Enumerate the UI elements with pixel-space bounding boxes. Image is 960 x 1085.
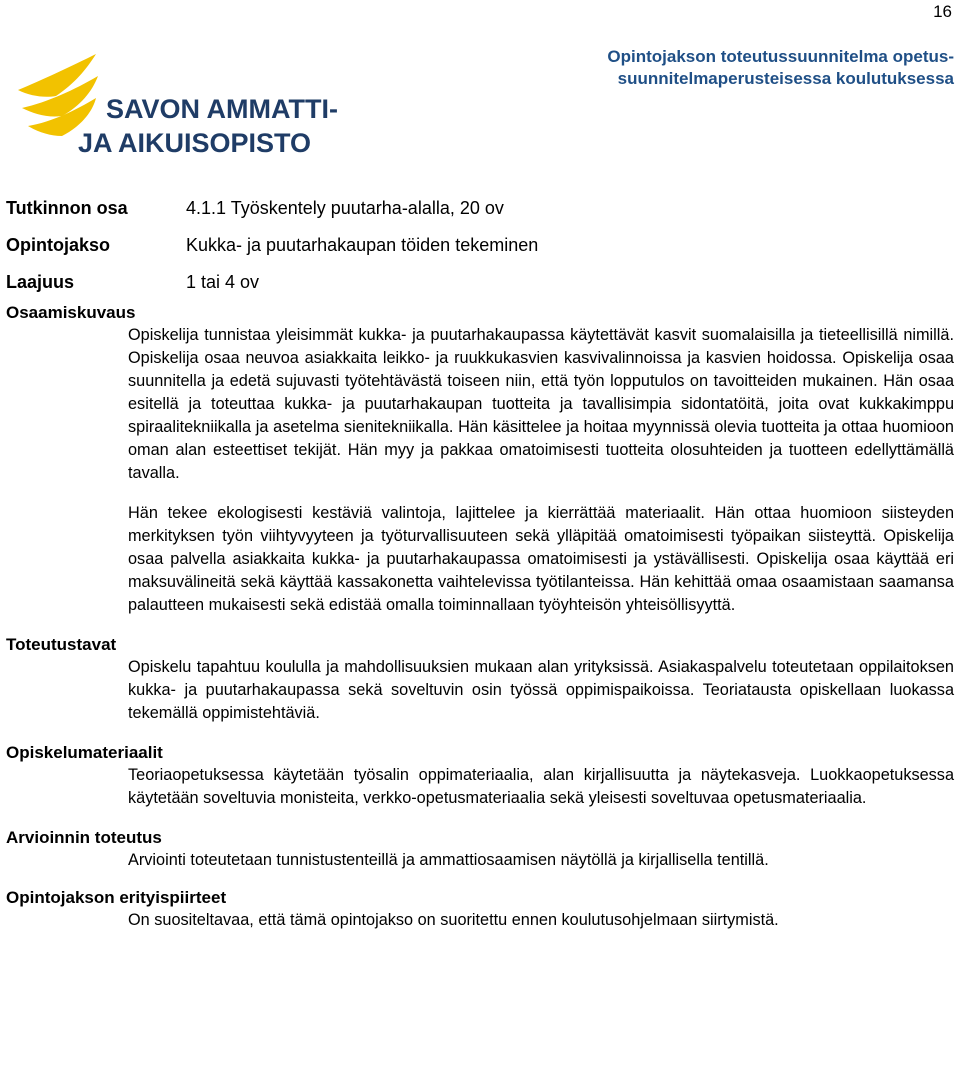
header-title-line2: suunnitelmaperusteisessa koulutuksessa (617, 69, 954, 88)
section-heading: Toteutustavat (6, 635, 117, 654)
meta-label: Opintojakso (6, 235, 111, 255)
meta-label: Tutkinnon osa (6, 198, 128, 218)
paragraph: On suositeltavaa, että tämä opintojakso on suoritettu ennen koulutusohjelmaan siirtymistä. (128, 911, 779, 929)
section-body (128, 849, 954, 872)
section-body (128, 909, 954, 932)
section-arvioinnin-toteutus (6, 827, 954, 872)
section-heading: Arvioinnin toteutus (6, 828, 162, 847)
meta-row-tutkinnon-osa (6, 190, 538, 227)
document-sections (6, 302, 954, 932)
paragraph: Hän tekee ekologisesti kestäviä valintoja, lajittelee ja kierrättää materiaalit. Hän ottaa huomioon siisteyden merkityksen työn viihtyvyyteen ja työturvallisuuteen sekä ylläpitää omatoimisesti työpaikan siisteyttä. Opiskelija osaa palvella asiakkaita kukka- ja puutarhakaupassa omatoimisesti ja ystävällisesti. Opiskelija osaa käyttää eri maksuvälineitä sekä käyttää kassakonetta vaihtelevissa työtilanteissa. Hän kehittää omaa osaamistaan saamansa palautteen mukaisesti sekä edistää omalla toiminnallaan työyhteisön yhteisöllisyyttä. (128, 504, 954, 614)
header-title-line1: Opintojakson toteutussuunnitelma opetus- (607, 47, 954, 66)
section-opiskelumateriaalit (6, 742, 954, 810)
meta-label: Laajuus (6, 272, 75, 292)
course-meta (6, 190, 538, 301)
paragraph: Opiskelija tunnistaa yleisimmät kukka- ja puutarhakaupassa käytettävät kasvit suomalaisilla ja tieteellisillä nimillä. Opiskelija osaa neuvoa asiakkaita leikko- ja ruukkukasvien kasvivalinnoissa ja kasvien hoidossa. Opiskelija osaa suunnitella ja edetä sujuvasti työtehtävästä toiseen niin, että työn lopputulos on tavoitteiden mukainen. Hän osaa esitellä ja toteuttaa kukka- ja puutarhakaupan tuotteita ja tavallisimpia sidontatöitä, joita ovat kukkakimppu spiraalitekniikalla ja asetelma sienitekniikalla. Hän käsittelee ja hoitaa myynnissä olevia tuotteita ja ottaa huomioon oman alan esteettiset tekijät. Hän myy ja pakkaa omatoimisesti tuotteita olosuhteiden ja tuotteen edellyttämällä tavalla. (128, 326, 954, 482)
document-header-title (607, 46, 954, 90)
savon-ammatti-logo (12, 52, 352, 160)
section-toteutustavat (6, 634, 954, 725)
logo-text-line1: SAVON AMMATTI- (106, 94, 338, 124)
section-body (128, 324, 954, 617)
paragraph: Opiskelu tapahtuu koululla ja mahdollisuuksien mukaan alan yrityksissä. Asiakaspalvelu toteutetaan oppilaitoksen kukka- ja puutarhakaupassa sekä soveltuvin osin työssä oppimispaikoissa. Teoriatausta opiskellaan luokassa tekemällä oppimistehtäviä. (128, 658, 954, 722)
meta-value: Kukka- ja puutarhakaupan töiden tekeminen (186, 235, 539, 255)
meta-row-laajuus (6, 264, 538, 301)
section-osaamiskuvaus (6, 302, 954, 617)
section-body (128, 764, 954, 810)
meta-value: 1 tai 4 ov (186, 272, 260, 292)
section-body (128, 656, 954, 725)
meta-value: 4.1.1 Työskentely puutarha-alalla, 20 ov (186, 198, 504, 218)
logo-text-line2: JA AIKUISOPISTO (78, 128, 312, 158)
section-heading: Opiskelumateriaalit (6, 743, 163, 762)
paragraph: Arviointi toteutetaan tunnistustenteillä ja ammattiosaamisen näytöllä ja kirjallisella tentillä. (128, 851, 769, 869)
section-heading: Opintojakson erityispiirteet (6, 888, 227, 907)
meta-row-opintojakso (6, 227, 538, 264)
section-heading: Osaamiskuvaus (6, 303, 136, 322)
paragraph: Teoriaopetuksessa käytetään työsalin oppimateriaalia, alan kirjallisuutta ja näytekasveja. Luokkaopetuksessa käytetään soveltuvia monisteita, verkko-opetusmateriaalia sekä yleisesti soveltuvaa opetusmateriaalia. (128, 766, 954, 807)
section-opintojakson-erityispiirteet (6, 887, 954, 932)
page-number: 16 (933, 2, 952, 21)
